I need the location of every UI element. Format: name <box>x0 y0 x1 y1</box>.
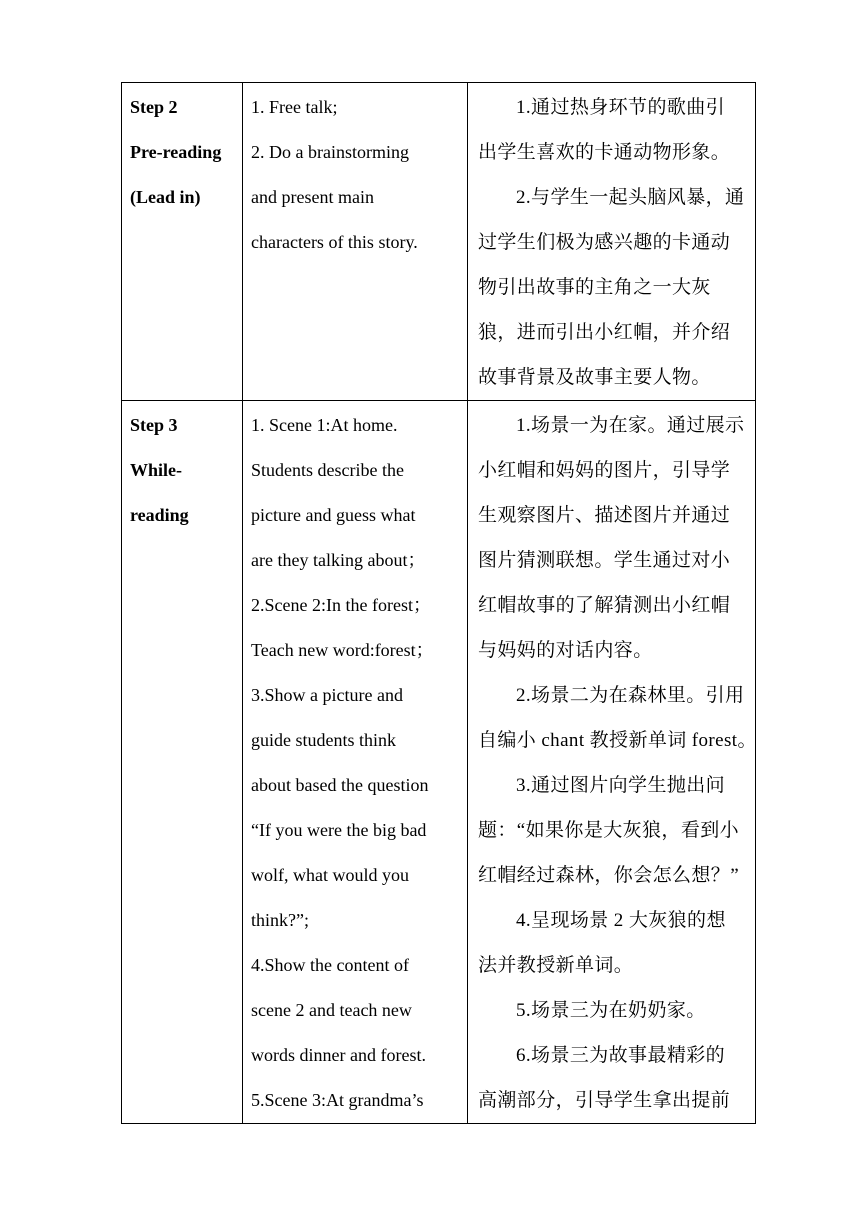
purpose-text-line: 红帽经过森林，你会怎么想？” <box>478 865 740 886</box>
activity-text-line: words dinner and forest. <box>251 1045 426 1065</box>
activity-text-line: 3.Show a picture and <box>251 685 403 705</box>
purpose-text-line: 物引出故事的主角之一大灰 <box>478 277 711 298</box>
activity-text-line: 1. Scene 1:At home. <box>251 415 398 435</box>
purpose-text-line: 与妈妈的对话内容。 <box>478 640 653 661</box>
purpose-text-line: 红帽故事的了解猜测出小红帽 <box>478 595 731 616</box>
purpose-text-line: 出学生喜欢的卡通动物形象。 <box>478 142 731 163</box>
purposes-cell <box>468 83 756 401</box>
purpose-text-line: 3.通过图片向学生抛出问 <box>516 775 726 796</box>
step-cell <box>122 83 243 401</box>
purpose-text-line: 2.场景二为在森林里。引用 <box>516 685 745 706</box>
step-label: Pre-reading <box>130 142 222 162</box>
purpose-text-line: 小红帽和妈妈的图片，引导学 <box>478 460 731 481</box>
purpose-text-line: 狼，进而引出小红帽，并介绍 <box>478 322 731 343</box>
step-label: reading <box>130 505 189 525</box>
purpose-text-line: 1.场景一为在家。通过展示 <box>516 415 745 436</box>
activity-text-line: scene 2 and teach new <box>251 1000 412 1020</box>
activity-text-line: 2.Scene 2:In the forest； <box>251 595 431 615</box>
table-row <box>122 83 756 401</box>
activities-cell <box>243 401 468 1124</box>
activity-text-line: wolf, what would you <box>251 865 409 885</box>
purpose-text-line: 法并教授新单词。 <box>478 955 634 976</box>
purpose-text-line: 1.通过热身环节的歌曲引 <box>516 97 726 118</box>
purpose-text-line: 自编小 chant 教授新单词 forest。 <box>478 730 757 751</box>
step-label: Step 2 <box>130 97 178 117</box>
activity-text-line: 1. Free talk; <box>251 97 338 117</box>
activity-text-line: about based the question <box>251 775 429 795</box>
step-cell <box>122 401 243 1124</box>
activity-text-line: characters of this story. <box>251 232 418 252</box>
purpose-text-line: 2.与学生一起头脑风暴，通 <box>516 187 745 208</box>
purpose-text-line: 生观察图片、描述图片并通过 <box>478 505 731 526</box>
activity-text-line: Teach new word:forest； <box>251 640 434 660</box>
activity-text-line: Students describe the <box>251 460 404 480</box>
activity-text-line: and present main <box>251 187 374 207</box>
activity-text-line: guide students think <box>251 730 396 750</box>
purpose-text-line: 题：“如果你是大灰狼，看到小 <box>478 820 740 841</box>
activity-text-line: picture and guess what <box>251 505 416 525</box>
activity-text-line: are they talking about； <box>251 550 426 570</box>
purpose-text-line: 过学生们极为感兴趣的卡通动 <box>478 232 731 253</box>
activity-text-line: 4.Show the content of <box>251 955 409 975</box>
purpose-text-line: 故事背景及故事主要人物。 <box>478 367 711 388</box>
table-row <box>122 401 756 1124</box>
purpose-text-line: 图片猜测联想。学生通过对小 <box>478 550 731 571</box>
lesson-plan-table <box>121 82 756 1124</box>
purpose-text-line: 6.场景三为故事最精彩的 <box>516 1045 726 1066</box>
activity-text-line: “If you were the big bad <box>251 820 427 840</box>
purpose-text-line: 5.场景三为在奶奶家。 <box>516 1000 706 1021</box>
purposes-cell <box>468 401 756 1124</box>
purpose-text-line: 4.呈现场景 2 大灰狼的想 <box>516 910 726 931</box>
activity-text-line: think?”; <box>251 910 309 930</box>
step-label: Step 3 <box>130 415 178 435</box>
activity-text-line: 2. Do a brainstorming <box>251 142 409 162</box>
activity-text-line: 5.Scene 3:At grandma’s <box>251 1090 424 1110</box>
step-label: While- <box>130 460 182 480</box>
activities-cell <box>243 83 468 401</box>
purpose-text-line: 高潮部分，引导学生拿出提前 <box>478 1090 731 1111</box>
step-label: (Lead in) <box>130 187 201 207</box>
